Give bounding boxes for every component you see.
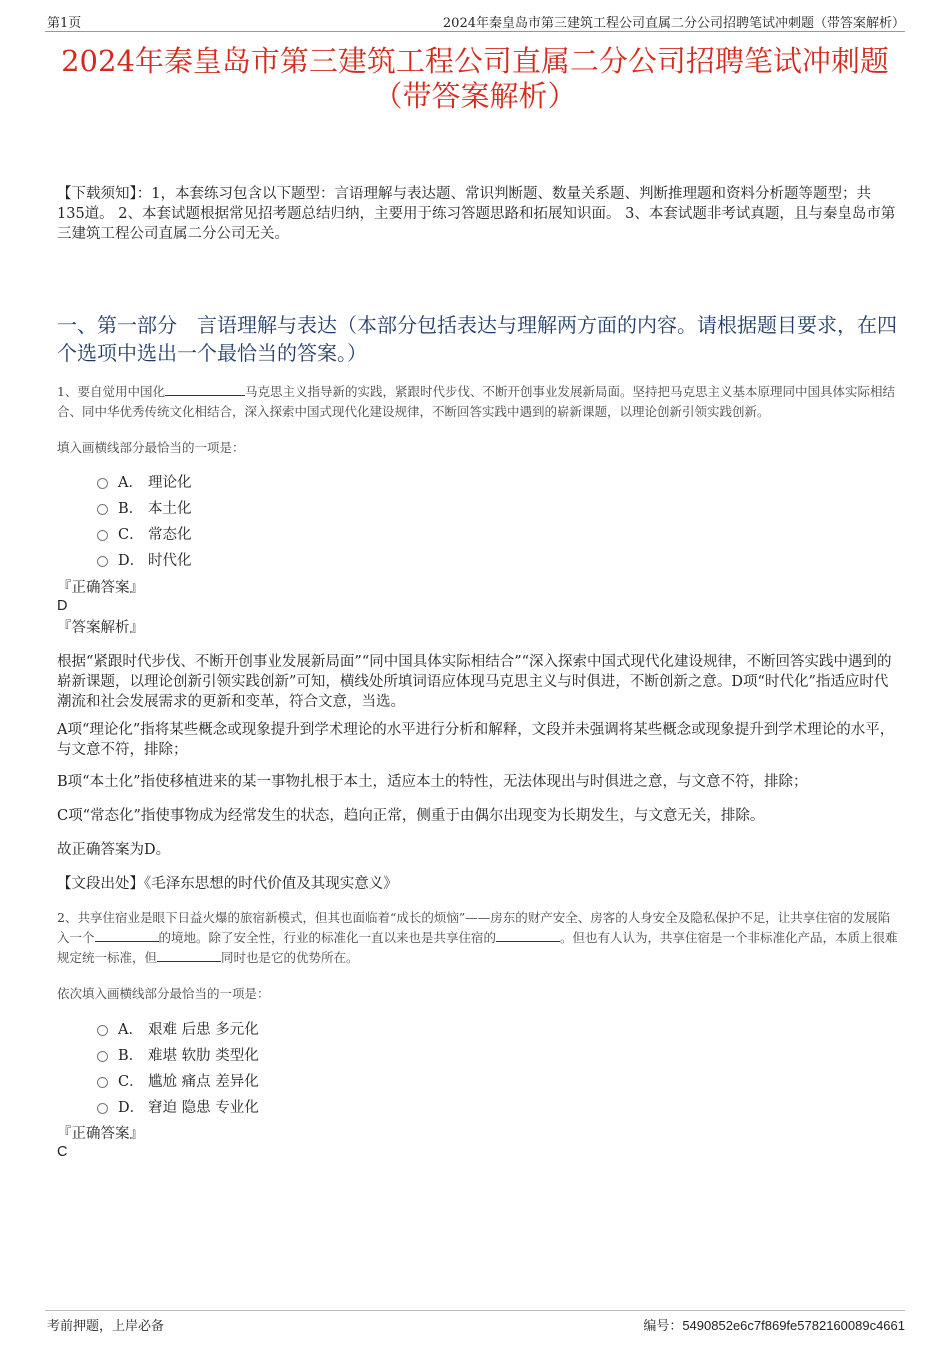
answer-label: 『正确答案』 <box>57 1126 144 1142</box>
analysis-paragraph: A项“理论化”指将某些概念或现象提升到学术理论的水平进行分析和解释，文段并未强调将某些概念或现象提升到学术理论的水平，与文意不符，排除； <box>57 722 895 758</box>
document-code: 编号：5490852e6c7f869fe5782160089c4661 <box>643 1318 905 1334</box>
question-1-prompt: 填入画横线部分最恰当的一项是： <box>57 440 245 455</box>
radio-icon[interactable] <box>97 530 108 541</box>
answer-label: 『正确答案』 <box>57 580 144 596</box>
fill-blank <box>165 383 245 396</box>
footer-divider <box>45 1310 905 1311</box>
question-2-prompt: 依次填入画横线部分最恰当的一项是： <box>57 986 270 1001</box>
option-c[interactable]: C． 常态化 <box>97 522 192 548</box>
analysis-conclusion: 故正确答案为D。 <box>57 842 171 858</box>
option-b[interactable]: B． 本土化 <box>97 496 192 522</box>
analysis-paragraph: B项“本土化”指使移植进来的某一事物扎根于本土，适应本土的特性，无法体现出与时俱进之意，与文意不符，排除； <box>57 774 808 790</box>
answer-value: C <box>57 1144 68 1160</box>
radio-icon[interactable] <box>97 1051 108 1062</box>
question-1-stem: 1、要自觉用中国化 马克思主义指导新的实践，紧跟时代步伐、不断开创事业发展新局面。坚持把马克思主义基本原理同中国具体实际相结合、同中华优秀传统文化相结合，深入探索中国式现代化建设规律，不断回答实践中遇到的崭新课题，以理论创新引领实践创新。 <box>57 384 895 419</box>
question-1-options <box>97 470 192 574</box>
radio-icon[interactable] <box>97 1077 108 1088</box>
question-2-stem: 2、共享住宿业是眼下日益火爆的旅宿新模式，但其也面临着“成长的烦恼”——房东的财产安全、房客的人身安全及隐私保护不足，让共享住宿的发展陷入一个 的境地。除了安全性，行业的标准化一直以来也是共享住宿的 。但也有人认为，共享住宿是一个非标准化产品，本质上很难规定统一标准，但 同时也是它的优势所在。 <box>57 910 898 965</box>
option-c[interactable]: C． 尴尬 痛点 差异化 <box>97 1069 259 1095</box>
analysis-paragraph: 根据“紧跟时代步伐、不断开创事业发展新局面”“同中国具体实际相结合”“深入探索中国式现代化建设规律，不断回答实践中遇到的崭新课题，以理论创新引领实践创新”可知，横线处所填词语应体现马克思主义与时俱进，不断创新之意。D项“时代化”指适应时代潮流和社会发展需求的更新和变革，符合文意，当选。 <box>57 654 892 710</box>
option-a[interactable]: A． 艰难 后患 多元化 <box>97 1017 259 1043</box>
header-doc-title: 2024年秦皇岛市第三建筑工程公司直属二分公司招聘笔试冲刺题（带答案解析） <box>442 16 905 31</box>
answer-value: D <box>57 598 68 614</box>
radio-icon[interactable] <box>97 504 108 515</box>
radio-icon[interactable] <box>97 1025 108 1036</box>
fill-blank <box>496 929 560 942</box>
download-notice: 【下载须知】：1，本套练习包含以下题型：言语理解与表达题、常识判断题、数量关系题、判断推理题和资料分析题等题型；共135道。 2、本套试题根据常见招考题总结归纳，主要用于练习答题思路和拓展知识面。 3、本套试题非考试真题，且与秦皇岛市第三建筑工程公司直属二分公司无关。 <box>57 186 896 242</box>
section-heading: 一、第一部分 言语理解与表达（本部分包括表达与理解两方面的内容。请根据题目要求，在四个选项中选出一个最恰当的答案。） <box>57 313 897 365</box>
header-divider <box>45 31 905 32</box>
page-title: 2024年秦皇岛市第三建筑工程公司直属二分公司招聘笔试冲刺题（带答案解析） <box>61 44 889 113</box>
fill-blank <box>157 949 221 962</box>
radio-icon[interactable] <box>97 556 108 567</box>
option-d[interactable]: D． 窘迫 隐患 专业化 <box>97 1095 259 1121</box>
question-2-options <box>97 1017 259 1121</box>
footer-slogan: 考前押题，上岸必备 <box>47 1319 165 1334</box>
fill-blank <box>95 929 159 942</box>
analysis-paragraph: C项“常态化”指使事物成为经常发生的状态，趋向正常，侧重于由偶尔出现变为长期发生，与文意无关，排除。 <box>57 808 765 824</box>
page-number: 第1页 <box>47 16 82 31</box>
radio-icon[interactable] <box>97 478 108 489</box>
option-d[interactable]: D． 时代化 <box>97 548 192 574</box>
radio-icon[interactable] <box>97 1103 108 1114</box>
option-a[interactable]: A． 理论化 <box>97 470 192 496</box>
option-b[interactable]: B． 难堪 软肋 类型化 <box>97 1043 259 1069</box>
source-citation: 【文段出处】《毛泽东思想的时代价值及其现实意义》 <box>57 876 398 892</box>
analysis-label: 『答案解析』 <box>57 620 144 636</box>
